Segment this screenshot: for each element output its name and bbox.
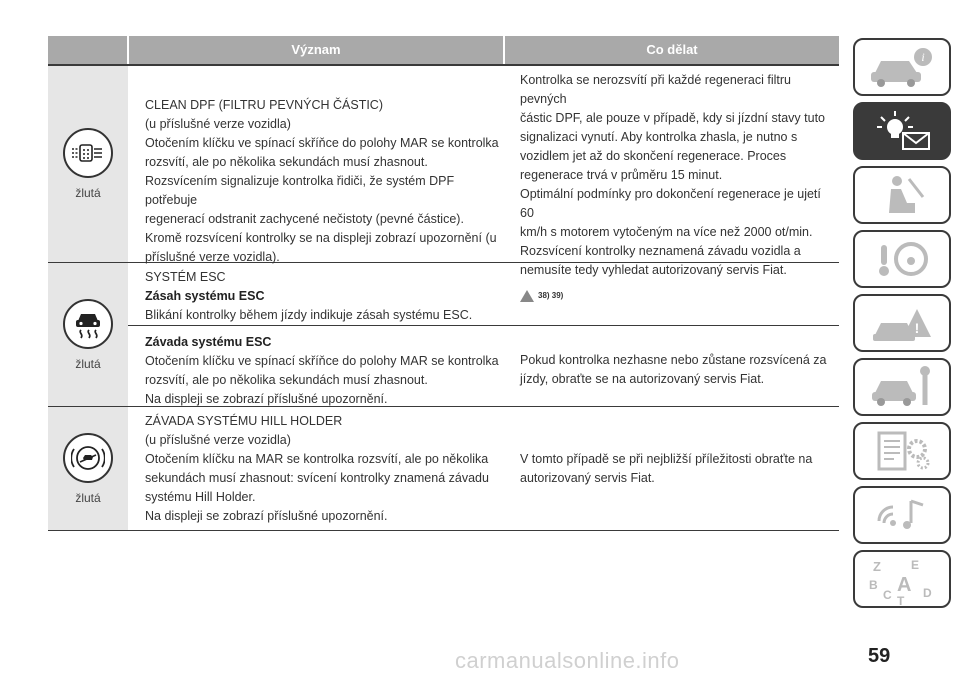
color-label: žlutá bbox=[75, 490, 101, 505]
tab-warning-lights[interactable] bbox=[853, 102, 951, 160]
meaning-text: Závada systému ESC Otočením klíčku ve spínací skříňce do polohy MAR se kontrolka rozsvítí, ale po několika sekundách musí zhasnout. Na displeji se zobrazí příslušné upozornění. bbox=[145, 335, 499, 406]
meaning-text: CLEAN DPF (FILTRU PEVNÝCH ČÁSTIC) (u příslušné verze vozidla) Otočením klíčku ve spínací skříňce do polohy MAR se kontrolka rozsvítí, ale po několika sekundách musí zhasnout. Rozsvícením signalizuje kontrolka řidiči, že systém DPF potřebuje regenerací odstranit zachycené nečistoty (pevné částice). Kromě rozsvícení kontrolky se na displeji zobrazí upozornění (u příslušné verze vozidla). bbox=[145, 98, 499, 264]
tab-car-info[interactable] bbox=[853, 38, 951, 96]
warning-lights-icon bbox=[867, 109, 937, 153]
svg-text:!: ! bbox=[914, 320, 920, 336]
seat-airbag-icon bbox=[867, 173, 937, 217]
car-wrench-icon bbox=[867, 365, 937, 409]
meaning-text: ZÁVADA SYSTÉMU HILL HOLDER (u příslušné verze vozidla) Otočením klíčku na MAR se kontrolka rozsvítí, ale po několika sekundách musí zhasnout: svícení kontrolky znamená závadu systému Hill Holder. Na displeji se zobrazí příslušné upozornění. bbox=[145, 414, 489, 523]
color-label: žlutá bbox=[75, 186, 101, 200]
table-row bbox=[48, 263, 839, 407]
multimedia-icon bbox=[867, 493, 937, 537]
action-text: Kontrolka se nerozsvítí při každé regeneraci filtru pevných částic DPF, ale pouze v případě, kdy si jízdní stavy tuto signalizaci vynutí. Aby kontrolka zhasla, je nutno s vozidlem jet až do skončení regenerace. Proces regenerace trvá v průměru 15 minut. Optimální podmínky pro dokončení regenerace je ujetí 60 km/h s motorem vytočeným na více než 2000 ot/min. Rozsvícení kontrolky neznamená závadu vozidla a nemusíte tedy vyhledat autorizovaný servis Fiat. 38) 39) bbox=[520, 71, 838, 305]
hill-holder-icon bbox=[63, 433, 113, 483]
header-action: Co dělat bbox=[505, 36, 839, 64]
action-text: Pokud kontrolka nezhasne nebo zůstane rozsvícená za jízdy, obraťte se na autorizovaný servis Fiat. bbox=[520, 353, 827, 386]
tab-safety[interactable] bbox=[853, 166, 951, 224]
svg-text:Z: Z bbox=[873, 559, 881, 574]
steering-wheel-icon bbox=[867, 237, 937, 281]
tab-multimedia[interactable] bbox=[853, 486, 951, 544]
tab-maintenance[interactable] bbox=[853, 358, 951, 416]
car-info-icon bbox=[867, 45, 937, 89]
svg-text:D: D bbox=[923, 586, 932, 600]
index-letters-icon bbox=[867, 553, 937, 605]
emergency-icon bbox=[867, 301, 937, 345]
svg-text:T: T bbox=[897, 594, 905, 605]
warning-lights-table bbox=[48, 36, 839, 531]
table-header bbox=[48, 36, 839, 66]
action-text: V tomto případě se při nejbližší příležitosti obraťte na autorizovaný servis Fiat. bbox=[520, 452, 813, 485]
header-meaning: Význam bbox=[129, 36, 503, 64]
tab-index[interactable] bbox=[853, 550, 951, 608]
svg-text:B: B bbox=[869, 578, 878, 592]
svg-text:i: i bbox=[921, 50, 925, 64]
esc-skid-icon bbox=[63, 299, 113, 349]
svg-text:E: E bbox=[911, 558, 920, 572]
watermark: carmanualsonline.info bbox=[455, 648, 680, 673]
warning-reference: 38) 39) bbox=[520, 286, 838, 305]
color-label: žlutá bbox=[75, 356, 101, 371]
page-number: 59 bbox=[868, 645, 891, 667]
tab-emergency[interactable] bbox=[853, 294, 951, 352]
svg-text:C: C bbox=[883, 588, 892, 602]
dpf-filter-icon bbox=[63, 128, 113, 178]
meaning-text: SYSTÉM ESC Zásah systému ESC Blikání kontrolky během jízdy indikuje zásah systému ESC. bbox=[145, 270, 473, 322]
document-gear-icon bbox=[867, 429, 937, 473]
svg-text:A: A bbox=[897, 574, 912, 596]
tab-starting-driving[interactable] bbox=[853, 230, 951, 288]
table-row bbox=[48, 407, 839, 531]
tab-technical-data[interactable] bbox=[853, 422, 951, 480]
